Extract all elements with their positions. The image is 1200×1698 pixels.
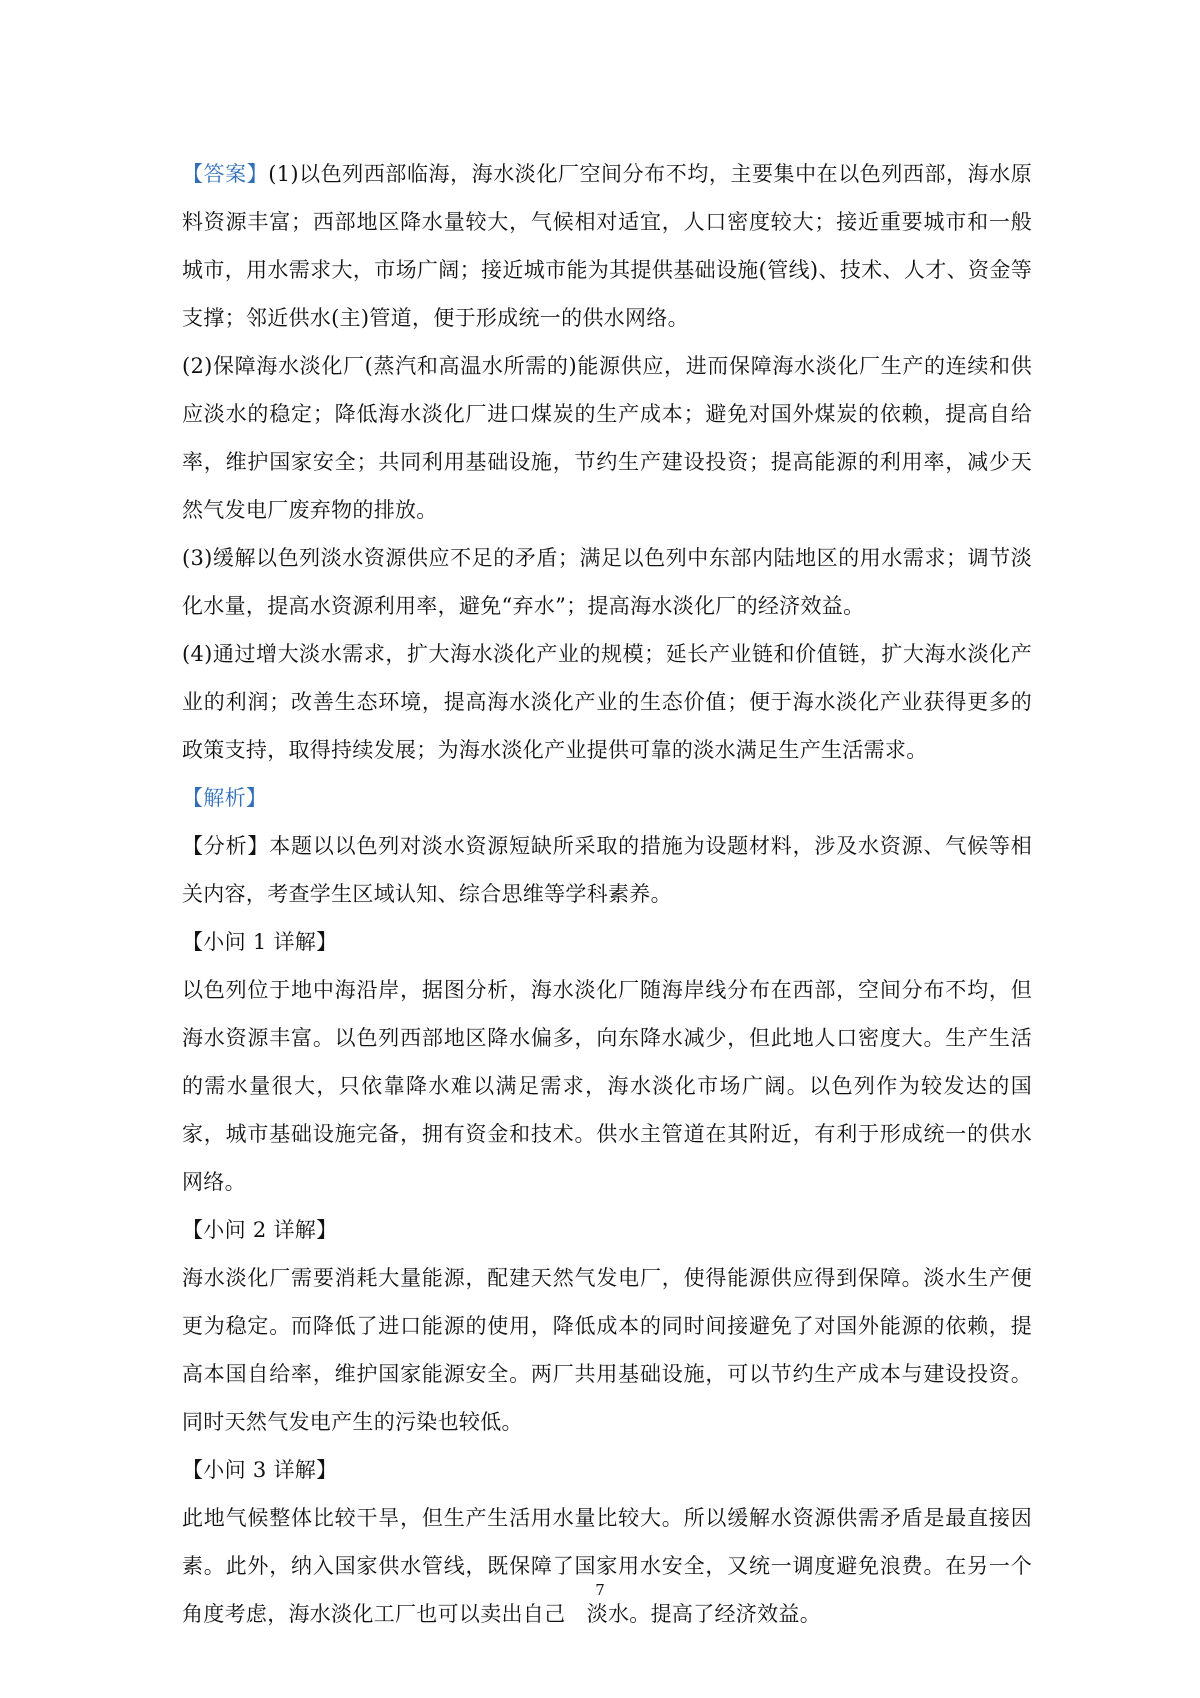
detail-3-text: 此地气候整体比较干旱，但生产生活用水量比较大。所以缓解水资源供需矛盾是最直接因素。此外，纳入国家供水管线，既保障了国家用水安全，又统一调度避免浪费。在另一个角度考虑，海水淡化工厂也可以卖出自己 淡水。提高了经济效益。: [182, 1506, 1032, 1626]
answer-paragraph-1: [182, 150, 1032, 342]
analysis-overview: 【分析】本题以以色列对淡水资源短缺所采取的措施为设题材料，涉及水资源、气候等相关内容，考查学生区域认知、综合思维等学科素养。: [182, 834, 1032, 906]
answer-tag: 【答案】: [182, 162, 269, 186]
detail-1-text: 以色列位于地中海沿岸，据图分析，海水淡化厂随海岸线分布在西部，空间分布不均，但海水资源丰富。以色列西部地区降水偏多，向东降水减少，但此地人口密度大。生产生活的需水量很大，只依靠降水难以满足需求，海水淡化市场广阔。以色列作为较发达的国家，城市基础设施完备，拥有资金和技术。供水主管道在其附近，有利于形成统一的供水网络。: [182, 978, 1032, 1194]
page-number: 7: [595, 1581, 605, 1599]
detail-2-heading: 【小问 2 详解】: [182, 1218, 338, 1242]
analysis-tag: 【解析】: [182, 786, 268, 810]
answer-paragraph-3: (3)缓解以色列淡水资源供应不足的矛盾；满足以色列中东部内陆地区的用水需求；调节淡化水量，提高水资源利用率，避免“弃水”；提高海水淡化厂的经济效益。: [182, 546, 1032, 618]
answer-paragraph-2: (2)保障海水淡化厂(蒸汽和高温水所需的)能源供应，进而保障海水淡化厂生产的连续和供应淡水的稳定；降低海水淡化厂进口煤炭的生产成本；避免对国外煤炭的依赖，提高自给率，维护国家安全；共同利用基础设施，节约生产建设投资；提高能源的利用率，减少天然气发电厂废弃物的排放。: [182, 354, 1032, 522]
detail-1-heading: 【小问 1 详解】: [182, 930, 338, 954]
answer-paragraph-4: (4)通过增大淡水需求，扩大海水淡化产业的规模；延长产业链和价值链，扩大海水淡化产业的利润；改善生态环境，提高海水淡化产业的生态价值；便于海水淡化产业获得更多的政策支持，取得持续发展；为海水淡化产业提供可靠的淡水满足生产生活需求。: [182, 642, 1032, 762]
document-body: [182, 150, 1032, 1638]
detail-2-text: 海水淡化厂需要消耗大量能源，配建天然气发电厂，使得能源供应得到保障。淡水生产便更为稳定。而降低了进口能源的使用，降低成本的同时间接避免了对国外能源的依赖，提高本国自给率，维护国家能源安全。两厂共用基础设施，可以节约生产成本与建设投资。同时天然气发电产生的污染也较低。: [182, 1266, 1032, 1434]
answer-q1-text: (1)以色列西部临海，海水淡化厂空间分布不均，主要集中在以色列西部，海水原料资源丰富；西部地区降水量较大，气候相对适宜，人口密度较大；接近重要城市和一般城市，用水需求大，市场广阔；接近城市能为其提供基础设施(管线)、技术、人才、资金等支撑；邻近供水(主)管道，便于形成统一的供水网络。: [182, 162, 1032, 330]
detail-3-heading: 【小问 3 详解】: [182, 1458, 338, 1482]
